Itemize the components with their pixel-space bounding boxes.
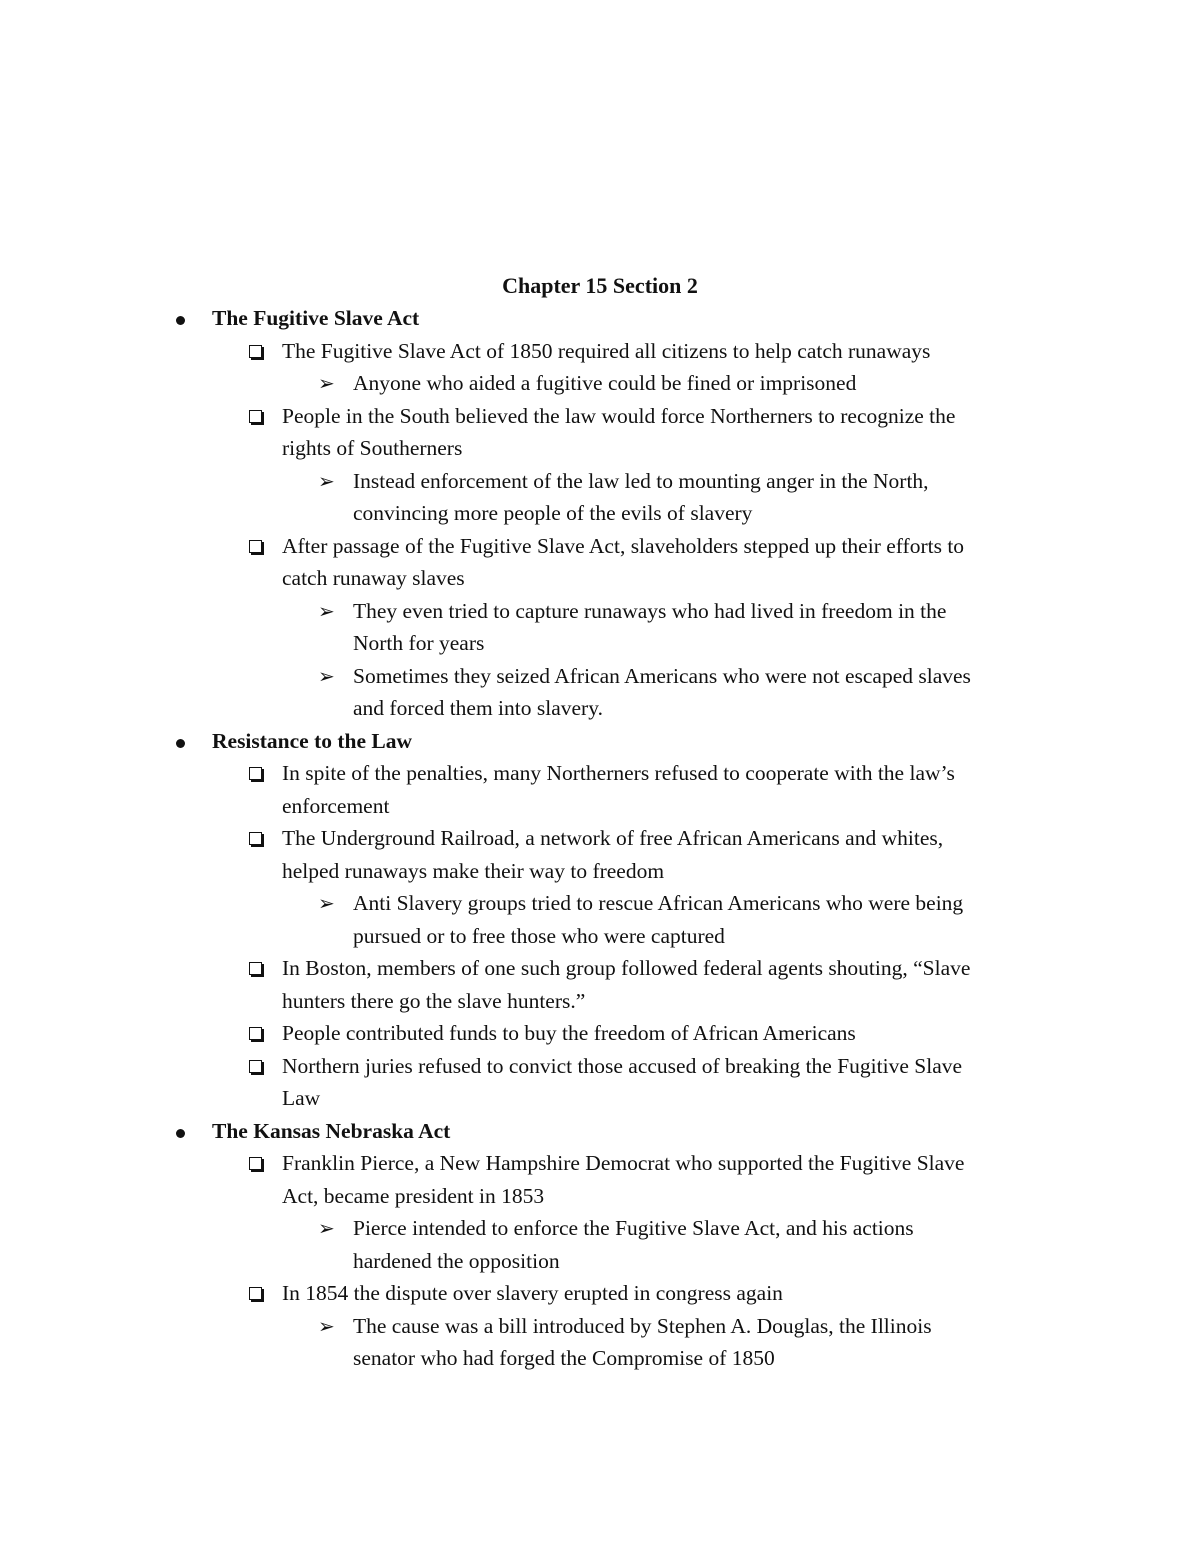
list-item-text: helped runaways make their way to freedom	[282, 858, 665, 883]
sub-list-item	[0, 1245, 1200, 1278]
list-item	[0, 530, 1200, 563]
arrow-bullet-icon: ➢	[318, 371, 335, 395]
list-item	[0, 790, 1200, 823]
list-item-text: People in the South believed the law would force Northerners to recognize the	[282, 403, 956, 428]
checkbox-bullet-icon	[249, 767, 262, 780]
list-item-text: hunters there go the slave hunters.”	[282, 988, 586, 1013]
list-item	[0, 757, 1200, 790]
sub-list-item	[0, 595, 1200, 628]
arrow-bullet-icon: ➢	[318, 598, 335, 623]
sub-list-item	[0, 497, 1200, 530]
outline	[0, 302, 1200, 1375]
page-title: Chapter 15 Section 2	[502, 273, 698, 298]
arrow-bullet-icon: ➢	[318, 1216, 335, 1240]
list-item	[0, 1017, 1200, 1050]
sub-list-item-text: and forced them into slavery.	[353, 696, 603, 720]
list-item	[0, 952, 1200, 985]
list-item-text: Franklin Pierce, a New Hampshire Democrat who supported the Fugitive Slave	[282, 1151, 965, 1175]
sub-list-item	[0, 627, 1200, 660]
sub-list-item-text: Anyone who aided a fugitive could be fined or imprisoned	[353, 371, 857, 395]
sub-list-item	[0, 920, 1200, 953]
list-item-text: In spite of the penalties, many Northerners refused to cooperate with the law’s	[282, 761, 955, 785]
list-item	[0, 1180, 1200, 1213]
section-heading	[0, 725, 1200, 758]
section-heading-text: Resistance to the Law	[212, 728, 413, 753]
list-item-text: catch runaway slaves	[282, 566, 465, 590]
list-item	[0, 1082, 1200, 1115]
sub-list-item-text: Instead enforcement of the law led to mounting anger in the North,	[353, 468, 929, 493]
sub-list-item-text: North for years	[353, 631, 485, 655]
list-item	[0, 1277, 1200, 1310]
list-item	[0, 855, 1200, 888]
list-item-text: In Boston, members of one such group followed federal agents shouting, “Slave	[282, 956, 971, 980]
list-item-text: Northern juries refused to convict those accused of breaking the Fugitive Slave	[282, 1053, 963, 1078]
list-item	[0, 1050, 1200, 1083]
checkbox-bullet-icon	[249, 410, 262, 423]
bullet-dot-icon	[176, 1129, 185, 1138]
sub-list-item-text: convincing more people of the evils of slavery	[353, 501, 753, 525]
list-item-text: After passage of the Fugitive Slave Act, slaveholders stepped up their efforts to	[282, 533, 965, 558]
bullet-dot-icon	[176, 739, 185, 748]
checkbox-bullet-icon	[249, 540, 262, 553]
sub-list-item	[0, 660, 1200, 693]
list-item-text: Law	[282, 1086, 321, 1110]
sub-list-item-text: hardened the opposition	[353, 1248, 560, 1273]
list-item	[0, 432, 1200, 465]
list-item-text: Act, became president in 1853	[282, 1183, 545, 1208]
list-item-text: The Fugitive Slave Act of 1850 required all citizens to help catch runaways	[282, 338, 931, 363]
sub-list-item-text: senator who had forged the Compromise of 1850	[353, 1346, 775, 1370]
checkbox-bullet-icon	[249, 1157, 262, 1170]
sub-list-item	[0, 465, 1200, 498]
arrow-bullet-icon: ➢	[318, 663, 335, 688]
sub-list-item	[0, 1310, 1200, 1343]
sub-list-item	[0, 367, 1200, 400]
checkbox-bullet-icon	[249, 1060, 262, 1073]
list-item-text: rights of Southerners	[282, 436, 463, 460]
sub-list-item-text: pursued or to free those who were captured	[353, 923, 725, 948]
sub-list-item	[0, 692, 1200, 725]
list-item-text: enforcement	[282, 793, 390, 818]
sub-list-item-text: Sometimes they seized African Americans who were not escaped slaves	[353, 663, 971, 688]
arrow-bullet-icon: ➢	[318, 468, 335, 493]
list-item	[0, 562, 1200, 595]
list-item-text: People contributed funds to buy the freedom of African Americans	[282, 1021, 856, 1045]
section-heading	[0, 1115, 1200, 1148]
arrow-bullet-icon: ➢	[318, 1313, 335, 1338]
list-item	[0, 400, 1200, 433]
sub-list-item-text: The cause was a bill introduced by Stephen A. Douglas, the Illinois	[353, 1313, 932, 1338]
sub-list-item-text: They even tried to capture runaways who had lived in freedom in the	[353, 598, 947, 623]
list-item	[0, 335, 1200, 368]
checkbox-bullet-icon	[249, 345, 262, 358]
sub-list-item	[0, 887, 1200, 920]
list-item-text: The Underground Railroad, a network of free African Americans and whites,	[282, 826, 944, 850]
checkbox-bullet-icon	[249, 962, 262, 975]
checkbox-bullet-icon	[249, 1287, 262, 1300]
list-item	[0, 822, 1200, 855]
list-item	[0, 1147, 1200, 1180]
bullet-dot-icon	[176, 316, 185, 325]
section-heading-text: The Fugitive Slave Act	[212, 306, 420, 330]
checkbox-bullet-icon	[249, 832, 262, 845]
section-heading-text: The Kansas Nebraska Act	[212, 1118, 451, 1143]
checkbox-bullet-icon	[249, 1027, 262, 1040]
sub-list-item-text: Anti Slavery groups tried to rescue African Americans who were being	[353, 891, 964, 915]
list-item	[0, 985, 1200, 1018]
list-item-text: In 1854 the dispute over slavery erupted in congress again	[282, 1281, 783, 1305]
arrow-bullet-icon: ➢	[318, 891, 335, 915]
sub-list-item	[0, 1342, 1200, 1375]
section-heading	[0, 302, 1200, 335]
sub-list-item	[0, 1212, 1200, 1245]
sub-list-item-text: Pierce intended to enforce the Fugitive Slave Act, and his actions	[353, 1216, 914, 1240]
